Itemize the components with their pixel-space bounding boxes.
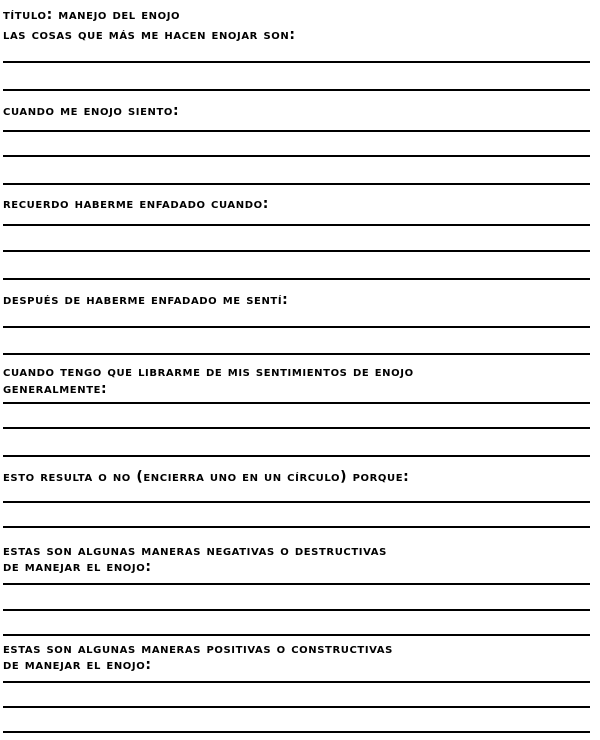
answer-line[interactable] — [3, 326, 590, 328]
prompt-after-angry-felt: después de haberme enfadado me sentí: — [3, 292, 289, 308]
prompt-release-anger-line1: cuando tengo que librarme de mis sentimientos de enojo — [3, 364, 414, 380]
answer-line[interactable] — [3, 609, 590, 611]
answer-line[interactable] — [3, 250, 590, 252]
prompt-remember-angry: recuerdo haberme enfadado cuando: — [3, 196, 269, 212]
answer-line[interactable] — [3, 61, 590, 63]
answer-line[interactable] — [3, 731, 590, 733]
answer-line[interactable] — [3, 583, 590, 585]
answer-line[interactable] — [3, 427, 590, 429]
prompt-release-anger-line2: generalmente: — [3, 381, 108, 397]
answer-line[interactable] — [3, 634, 590, 636]
answer-line[interactable] — [3, 526, 590, 528]
answer-line[interactable] — [3, 681, 590, 683]
prompt-when-angry-feel: cuando me enojo siento: — [3, 103, 180, 119]
answer-line[interactable] — [3, 501, 590, 503]
prompt-negative-ways-line1: estas son algunas maneras negativas o destructivas — [3, 543, 387, 559]
prompt-positive-ways-line2: de manejar el enojo: — [3, 657, 152, 673]
answer-line[interactable] — [3, 402, 590, 404]
answer-line[interactable] — [3, 130, 590, 132]
answer-line[interactable] — [3, 455, 590, 457]
worksheet-title: título: manejo del enojo — [3, 7, 181, 23]
answer-line[interactable] — [3, 224, 590, 226]
prompt-positive-ways-line1: estas son algunas maneras positivas o constructivas — [3, 641, 393, 657]
answer-line[interactable] — [3, 155, 590, 157]
answer-line[interactable] — [3, 353, 590, 355]
prompt-negative-ways-line2: de manejar el enojo: — [3, 559, 152, 575]
answer-line[interactable] — [3, 183, 590, 185]
prompt-works-or-not: esto resulta o no (encierra uno en un círculo) porque: — [3, 469, 410, 485]
answer-line[interactable] — [3, 278, 590, 280]
answer-line[interactable] — [3, 706, 590, 708]
answer-line[interactable] — [3, 89, 590, 91]
prompt-things-that-anger: las cosas que más me hacen enojar son: — [3, 27, 296, 43]
